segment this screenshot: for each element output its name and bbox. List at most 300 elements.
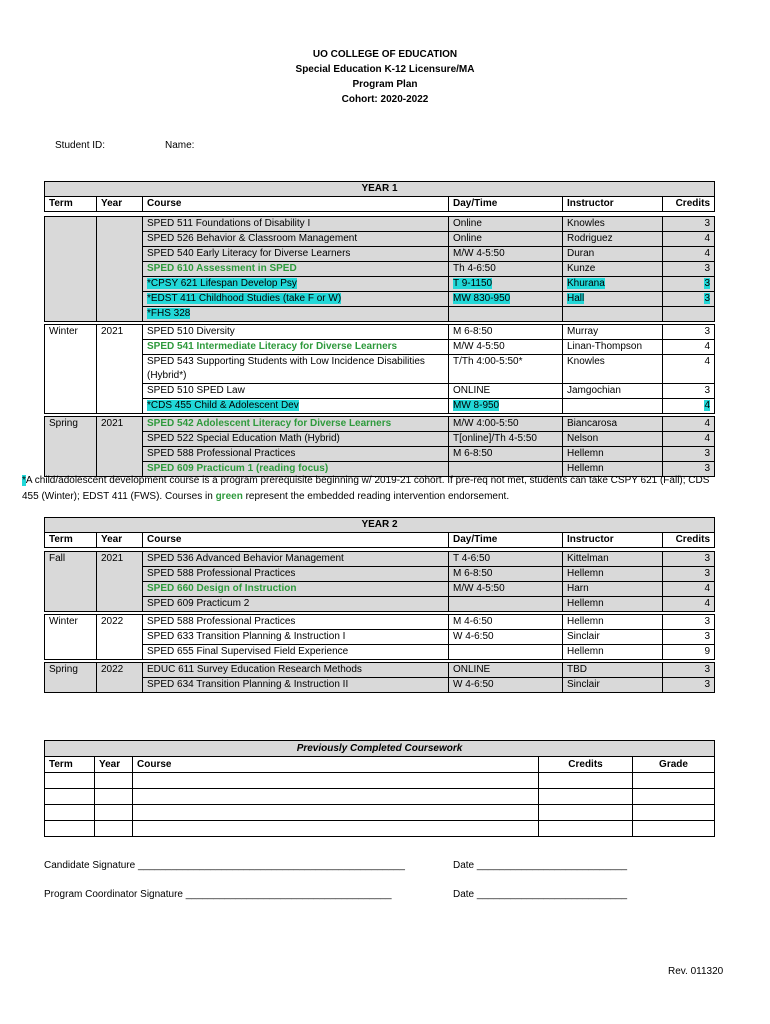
- previous-title: Previously Completed Coursework: [45, 741, 715, 757]
- cell-text-course: SPED 510 SPED Law: [147, 385, 245, 396]
- cell-text-instructor: Sinclair: [567, 679, 600, 690]
- prev-cell[interactable]: [45, 773, 95, 789]
- cell-credits: [663, 247, 715, 262]
- cell-day: [449, 277, 563, 292]
- cell-year: [97, 417, 143, 432]
- cell-day: [449, 663, 563, 678]
- cell-term: [45, 247, 97, 262]
- cell-text-instructor: Hellemn: [567, 646, 604, 657]
- cell-text-term: Winter: [49, 326, 78, 337]
- cell-course: [143, 552, 449, 567]
- cell-instructor: [563, 384, 663, 399]
- cell-text-credits: 4: [704, 248, 711, 259]
- cell-credits: [663, 630, 715, 645]
- cell-text-day: Online: [453, 218, 482, 229]
- cell-text-course: SPED 588 Professional Practices: [147, 568, 296, 579]
- course-row: [45, 340, 715, 355]
- cell-course: [143, 630, 449, 645]
- prev-row: [45, 773, 715, 789]
- prerequisite-note: [22, 473, 722, 505]
- col-instructor: Instructor: [563, 533, 663, 548]
- cell-credits: [663, 384, 715, 399]
- cell-text-credits: 4: [704, 598, 711, 609]
- col-credits: Credits: [663, 533, 715, 548]
- cell-day: [449, 217, 563, 232]
- cell-term: [45, 307, 97, 322]
- course-row: [45, 232, 715, 247]
- cell-year: [97, 447, 143, 462]
- cell-text-course: SPED 609 Practicum 1 (reading focus): [147, 463, 329, 474]
- cell-text-instructor: Hellemn: [567, 616, 604, 627]
- course-row: [45, 630, 715, 645]
- cell-term: [45, 615, 97, 630]
- cell-text-instructor: Duran: [567, 248, 595, 259]
- cell-credits: [663, 582, 715, 597]
- cell-instructor: [563, 355, 663, 384]
- cell-course: [143, 232, 449, 247]
- cell-text-credits: 4: [704, 418, 711, 429]
- cell-day: [449, 384, 563, 399]
- year2-table: [44, 517, 715, 693]
- col-term: Term: [45, 533, 97, 548]
- cell-text-course: SPED 536 Advanced Behavior Management: [147, 553, 344, 564]
- cell-course: [143, 663, 449, 678]
- cell-credits: [663, 552, 715, 567]
- cell-text-day: M 6-8:50: [453, 568, 493, 579]
- cell-term: [45, 399, 97, 414]
- cell-year: [97, 262, 143, 277]
- cell-text-instructor: Knowles: [567, 218, 605, 229]
- cell-day: [449, 678, 563, 693]
- course-row: [45, 645, 715, 660]
- cell-day: [449, 292, 563, 307]
- cell-text-day: ONLINE: [453, 385, 491, 396]
- cell-credits: [663, 678, 715, 693]
- course-row: [45, 417, 715, 432]
- candidate-signature-line[interactable]: Candidate Signature ________________________________________________: [44, 860, 405, 871]
- prev-cell[interactable]: [45, 789, 95, 805]
- cell-text-course: SPED 609 Practicum 2: [147, 598, 250, 609]
- cell-text-credits: 3: [704, 278, 711, 289]
- cell-instructor: [563, 262, 663, 277]
- col-course: Course: [143, 197, 449, 212]
- prev-col-term: Term: [45, 757, 95, 773]
- cell-day: [449, 307, 563, 322]
- prev-cell[interactable]: [133, 821, 539, 837]
- cell-credits: [663, 232, 715, 247]
- cell-text-course: SPED 510 Diversity: [147, 326, 235, 337]
- cell-year: [97, 384, 143, 399]
- cell-text-instructor: Hellemn: [567, 448, 604, 459]
- cell-text-course: SPED 511 Foundations of Disability I: [147, 218, 311, 229]
- cell-text-year: 2021: [101, 326, 124, 337]
- cell-text-day: M 4-6:50: [453, 616, 493, 627]
- previous-coursework-table: [44, 740, 715, 837]
- cell-instructor: [563, 663, 663, 678]
- cell-term: [45, 678, 97, 693]
- prev-row: [45, 821, 715, 837]
- cell-instructor: [563, 645, 663, 660]
- cell-text-course: SPED 610 Assessment in SPED: [147, 263, 297, 274]
- cell-text-course: SPED 634 Transition Planning & Instruction II: [147, 679, 349, 690]
- cell-day: [449, 447, 563, 462]
- cell-text-credits: 3: [704, 218, 711, 229]
- col-credits: Credits: [663, 197, 715, 212]
- cell-credits: [663, 292, 715, 307]
- cell-credits: [663, 417, 715, 432]
- cell-text-course: SPED 588 Professional Practices: [147, 616, 296, 627]
- prev-col-year: Year: [95, 757, 133, 773]
- cell-text-term: Spring: [49, 664, 78, 675]
- cell-text-day: M/W 4-5:50: [453, 248, 505, 259]
- prev-row: [45, 805, 715, 821]
- cell-day: [449, 552, 563, 567]
- cell-text-instructor: Hellemn: [567, 598, 604, 609]
- cell-year: [97, 355, 143, 384]
- cell-text-course: SPED 522 Special Education Math (Hybrid): [147, 433, 340, 444]
- cell-text-day: W 4-6:50: [453, 631, 494, 642]
- cell-text-term: Winter: [49, 616, 78, 627]
- cell-course: [143, 615, 449, 630]
- title-college: UO COLLEGE OF EDUCATION: [312, 49, 458, 60]
- course-row: [45, 582, 715, 597]
- cell-instructor: [563, 582, 663, 597]
- cell-year: [97, 432, 143, 447]
- revision-label: Rev. 011320: [668, 966, 724, 977]
- cell-year: [97, 663, 143, 678]
- year1-table: [44, 181, 715, 477]
- prev-cell[interactable]: [633, 805, 715, 821]
- prev-col-course: Course: [133, 757, 539, 773]
- cell-day: [449, 399, 563, 414]
- cell-text-credits: 3: [704, 631, 711, 642]
- cell-year: [97, 247, 143, 262]
- course-row: [45, 355, 715, 384]
- cell-instructor: [563, 340, 663, 355]
- course-row: [45, 307, 715, 322]
- col-year: Year: [97, 197, 143, 212]
- course-row: [45, 277, 715, 292]
- cell-text-instructor: Murray: [567, 326, 599, 337]
- cell-course: [143, 217, 449, 232]
- cell-day: [449, 247, 563, 262]
- course-row: [45, 597, 715, 612]
- cell-credits: [663, 597, 715, 612]
- cell-term: [45, 645, 97, 660]
- cell-text-course: EDUC 611 Survey Education Research Methods: [147, 664, 362, 675]
- prev-cell[interactable]: [633, 789, 715, 805]
- cell-day: [449, 567, 563, 582]
- cell-text-credits: 3: [704, 679, 711, 690]
- col-day: Day/Time: [449, 197, 563, 212]
- year2-title: YEAR 2: [45, 518, 715, 533]
- cell-course: [143, 384, 449, 399]
- cell-text-instructor: Nelson: [567, 433, 599, 444]
- note-green-word: green: [215, 491, 243, 502]
- prev-cell[interactable]: [45, 805, 95, 821]
- cell-credits: [663, 615, 715, 630]
- course-row: [45, 432, 715, 447]
- cell-credits: [663, 262, 715, 277]
- cell-course: [143, 432, 449, 447]
- cell-credits: [663, 340, 715, 355]
- cell-text-day: T 4-6:50: [453, 553, 491, 564]
- course-row: [45, 262, 715, 277]
- title-plan: Program Plan: [352, 79, 418, 90]
- cell-text-credits: 4: [704, 356, 711, 367]
- cell-text-credits: 3: [704, 448, 711, 459]
- cell-credits: [663, 217, 715, 232]
- cell-text-credits: 3: [704, 553, 711, 564]
- course-row: [45, 663, 715, 678]
- cell-course: [143, 399, 449, 414]
- cell-text-day: M 6-8:50: [453, 448, 493, 459]
- cell-term: [45, 630, 97, 645]
- cell-text-instructor: Biancarosa: [567, 418, 618, 429]
- cell-course: [143, 292, 449, 307]
- coordinator-signature-line[interactable]: Program Coordinator Signature _____________________________________: [44, 889, 392, 900]
- cell-credits: [663, 277, 715, 292]
- col-year: Year: [97, 533, 143, 548]
- cell-year: [97, 399, 143, 414]
- year1-title: YEAR 1: [45, 182, 715, 197]
- cell-text-credits: 4: [704, 400, 711, 411]
- cell-day: [449, 645, 563, 660]
- cell-text-day: M/W 4-5:50: [453, 341, 505, 352]
- coordinator-date-line[interactable]: Date ___________________________: [453, 889, 628, 900]
- cell-day: [449, 597, 563, 612]
- cell-text-day: M/W 4-5:50: [453, 583, 505, 594]
- cell-text-year: 2021: [101, 418, 124, 429]
- prev-cell[interactable]: [539, 789, 633, 805]
- cell-day: [449, 615, 563, 630]
- prev-cell[interactable]: [539, 805, 633, 821]
- cell-course: [143, 307, 449, 322]
- col-instructor: Instructor: [563, 197, 663, 212]
- cell-text-course: SPED 588 Professional Practices: [147, 448, 296, 459]
- cell-text-credits: 3: [704, 326, 711, 337]
- cell-term: [45, 447, 97, 462]
- cell-term: [45, 384, 97, 399]
- cell-course: [143, 247, 449, 262]
- cell-text-day: MW 830-950: [453, 293, 511, 304]
- cell-term: [45, 217, 97, 232]
- cell-instructor: [563, 307, 663, 322]
- cell-course: [143, 417, 449, 432]
- cell-term: [45, 567, 97, 582]
- cell-instructor: [563, 232, 663, 247]
- cell-course: [143, 447, 449, 462]
- cell-year: [97, 567, 143, 582]
- prev-cell[interactable]: [633, 821, 715, 837]
- cell-text-credits: 3: [704, 616, 711, 627]
- cell-instructor: [563, 552, 663, 567]
- prev-cell[interactable]: [133, 805, 539, 821]
- cell-text-credits: 4: [704, 433, 711, 444]
- prev-cell[interactable]: [95, 773, 133, 789]
- cell-text-instructor: TBD: [567, 664, 587, 675]
- cell-text-course: SPED 542 Adolescent Literacy for Diverse Learners: [147, 418, 392, 429]
- cell-term: [45, 340, 97, 355]
- cell-text-day: T/Th 4:00-5:50*: [453, 356, 523, 367]
- cell-day: [449, 262, 563, 277]
- cell-text-instructor: Jamgochian: [567, 385, 621, 396]
- cell-text-credits: 3: [704, 568, 711, 579]
- cell-text-credits: 3: [704, 293, 711, 304]
- cell-text-instructor: Sinclair: [567, 631, 600, 642]
- cell-course: [143, 582, 449, 597]
- cell-text-instructor: Hellemn: [567, 568, 604, 579]
- course-row: [45, 292, 715, 307]
- cell-term: [45, 325, 97, 340]
- cell-text-course: SPED 526 Behavior & Classroom Management: [147, 233, 358, 244]
- cell-text-instructor: Hellemn: [567, 463, 604, 474]
- cell-term: [45, 663, 97, 678]
- cell-day: [449, 325, 563, 340]
- candidate-date-line[interactable]: Date ___________________________: [453, 860, 628, 871]
- cell-text-day: Th 4-6:50: [453, 263, 496, 274]
- cell-instructor: [563, 417, 663, 432]
- cell-text-course: SPED 541 Intermediate Literacy for Diverse Learners: [147, 341, 398, 352]
- cell-text-course: *CDS 455 Child & Adolescent Dev: [147, 400, 299, 411]
- title-cohort: Cohort: 2020-2022: [341, 94, 429, 105]
- cell-course: [143, 262, 449, 277]
- prev-cell[interactable]: [95, 821, 133, 837]
- cell-term: [45, 432, 97, 447]
- cell-text-credits: 4: [704, 233, 711, 244]
- cell-year: [97, 292, 143, 307]
- cell-text-instructor: Harn: [567, 583, 589, 594]
- cell-text-credits: 3: [704, 463, 711, 474]
- cell-course: [143, 325, 449, 340]
- cell-text-credits: 4: [704, 341, 711, 352]
- cell-text-instructor: Khurana: [567, 278, 605, 289]
- cell-course: [143, 678, 449, 693]
- cell-day: [449, 582, 563, 597]
- cell-credits: [663, 325, 715, 340]
- cell-instructor: [563, 292, 663, 307]
- cell-year: [97, 232, 143, 247]
- cell-credits: [663, 645, 715, 660]
- cell-credits: [663, 567, 715, 582]
- note-text-b: represent the embedded reading intervention endorsement.: [242, 491, 510, 502]
- col-term: Term: [45, 197, 97, 212]
- cell-credits: [663, 432, 715, 447]
- cell-year: [97, 645, 143, 660]
- cell-text-course: *EDST 411 Childhood Studies (take F or W): [147, 293, 342, 304]
- cell-instructor: [563, 325, 663, 340]
- prev-row: [45, 789, 715, 805]
- cell-text-day: M/W 4:00-5:50: [453, 418, 519, 429]
- cell-credits: [663, 399, 715, 414]
- cell-year: [97, 678, 143, 693]
- course-row: [45, 678, 715, 693]
- cell-course: [143, 355, 449, 384]
- cell-text-credits: 3: [704, 263, 711, 274]
- course-row: [45, 615, 715, 630]
- prev-col-credits: Credits: [539, 757, 633, 773]
- cell-year: [97, 277, 143, 292]
- prev-cell[interactable]: [95, 805, 133, 821]
- cell-term: [45, 552, 97, 567]
- cell-text-credits: 3: [704, 664, 711, 675]
- cell-year: [97, 582, 143, 597]
- cell-term: [45, 292, 97, 307]
- cell-text-course: SPED 660 Design of Instruction: [147, 583, 297, 594]
- course-row: [45, 567, 715, 582]
- cell-instructor: [563, 597, 663, 612]
- cell-text-year: 2021: [101, 553, 124, 564]
- cell-term: [45, 355, 97, 384]
- prev-cell[interactable]: [539, 773, 633, 789]
- cell-year: [97, 597, 143, 612]
- course-row: [45, 247, 715, 262]
- cell-course: [143, 340, 449, 355]
- cell-text-day: T[online]/Th 4-5:50: [453, 433, 537, 444]
- cell-text-credits: 3: [704, 385, 711, 396]
- cell-text-instructor: Kunze: [567, 263, 596, 274]
- prev-cell[interactable]: [45, 821, 95, 837]
- cell-text-day: Online: [453, 233, 482, 244]
- cell-credits: [663, 447, 715, 462]
- prev-cell[interactable]: [133, 773, 539, 789]
- cell-day: [449, 417, 563, 432]
- prev-cell[interactable]: [133, 789, 539, 805]
- cell-text-course: SPED 543 Supporting Students with Low Incidence Disabilities (Hybrid*): [147, 356, 425, 381]
- cell-text-day: T 9-1150: [453, 278, 493, 289]
- cell-term: [45, 417, 97, 432]
- cell-text-course: SPED 633 Transition Planning & Instruction I: [147, 631, 346, 642]
- note-star: *: [22, 475, 26, 486]
- cell-year: [97, 340, 143, 355]
- col-day: Day/Time: [449, 533, 563, 548]
- prev-cell[interactable]: [95, 789, 133, 805]
- cell-day: [449, 355, 563, 384]
- cell-instructor: [563, 432, 663, 447]
- prev-cell[interactable]: [539, 821, 633, 837]
- course-row: [45, 447, 715, 462]
- cell-text-term: Fall: [49, 553, 66, 564]
- cell-instructor: [563, 678, 663, 693]
- prev-col-grade: Grade: [633, 757, 715, 773]
- course-row: [45, 217, 715, 232]
- cell-credits: [663, 307, 715, 322]
- cell-text-day: ONLINE: [453, 664, 491, 675]
- cell-text-instructor: Linan-Thompson: [567, 341, 643, 352]
- cell-instructor: [563, 567, 663, 582]
- cell-text-term: Spring: [49, 418, 78, 429]
- cell-instructor: [563, 217, 663, 232]
- col-course: Course: [143, 533, 449, 548]
- cell-year: [97, 615, 143, 630]
- cell-year: [97, 307, 143, 322]
- cell-text-credits: 4: [704, 583, 711, 594]
- cell-course: [143, 645, 449, 660]
- cell-day: [449, 232, 563, 247]
- cell-text-day: MW 8-950: [453, 400, 500, 411]
- cell-credits: [663, 663, 715, 678]
- cell-text-instructor: Kittelman: [567, 553, 609, 564]
- cell-instructor: [563, 247, 663, 262]
- cell-text-course: *CPSY 621 Lifespan Develop Psy: [147, 278, 297, 289]
- cell-text-credits: 9: [704, 646, 711, 657]
- cell-course: [143, 567, 449, 582]
- cell-term: [45, 232, 97, 247]
- course-row: [45, 399, 715, 414]
- cell-term: [45, 597, 97, 612]
- student-id-label: Student ID:: [55, 140, 106, 151]
- prev-cell[interactable]: [633, 773, 715, 789]
